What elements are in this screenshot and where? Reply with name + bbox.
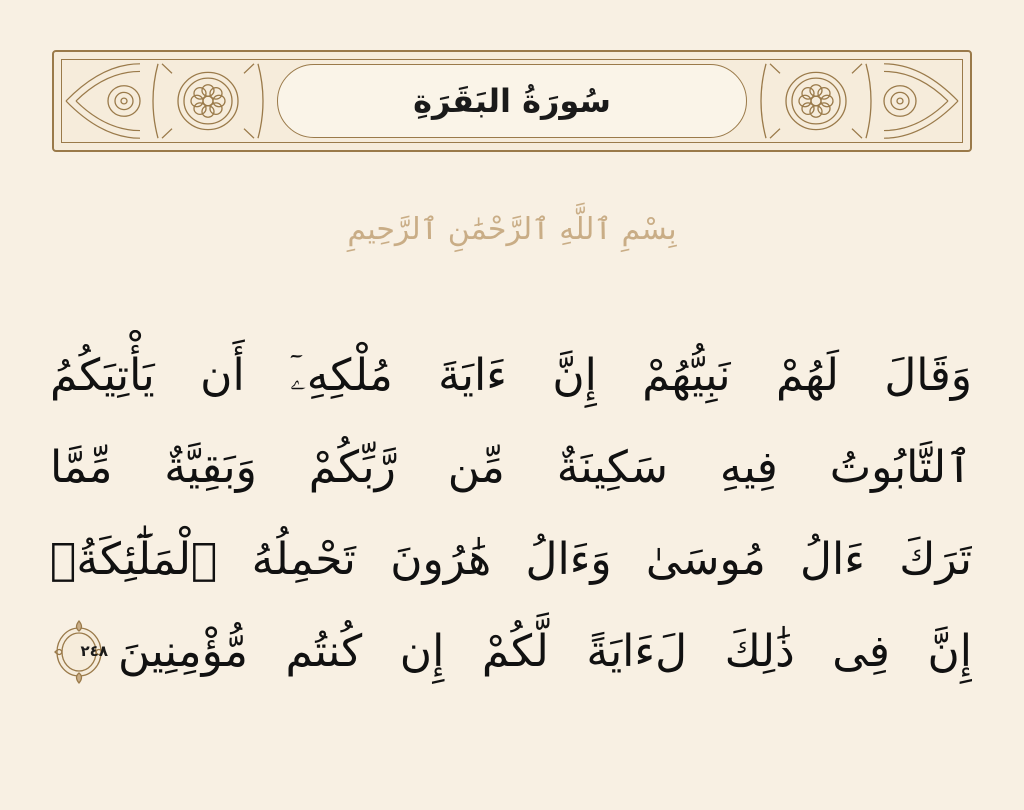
ayah-number: ٢٤٨ [80,642,108,660]
verse-line: ٱلتَّابُوتُ فِيهِ سَكِينَةٌ مِّن رَّبِّكُمْ وَبَقِيَّةٌ مِّمَّا [50,442,972,493]
verse-line-last [50,606,972,698]
surah-title: سُورَةُ البَقَرَةِ [413,82,611,120]
basmala: بِسْمِ ٱللَّهِ ٱلرَّحْمَٰنِ ٱلرَّحِيمِ [347,212,677,247]
ayah-end-marker [50,617,108,687]
banner-frame [61,59,963,143]
verse-line: إِنَّ فِى ذَٰلِكَ لَءَايَةً لَّكُمْ إِن كُنتُم مُّؤْمِنِينَ [118,626,972,677]
verse-text [50,330,972,698]
left-ornament-icon [62,60,277,142]
verse-line: تَرَكَ ءَالُ مُوسَىٰ وَءَالُ هَٰرُونَ تَحْمِلُهُ ٱلْمَلَٰٓئِكَةُۚ [50,534,972,585]
surah-header-banner [52,50,972,152]
verse-line: وَقَالَ لَهُمْ نَبِيُّهُمْ إِنَّ ءَايَةَ مُلْكِهِۦٓ أَن يَأْتِيَكُمُ [50,350,972,401]
title-plate [277,64,747,138]
right-ornament-icon [747,60,962,142]
